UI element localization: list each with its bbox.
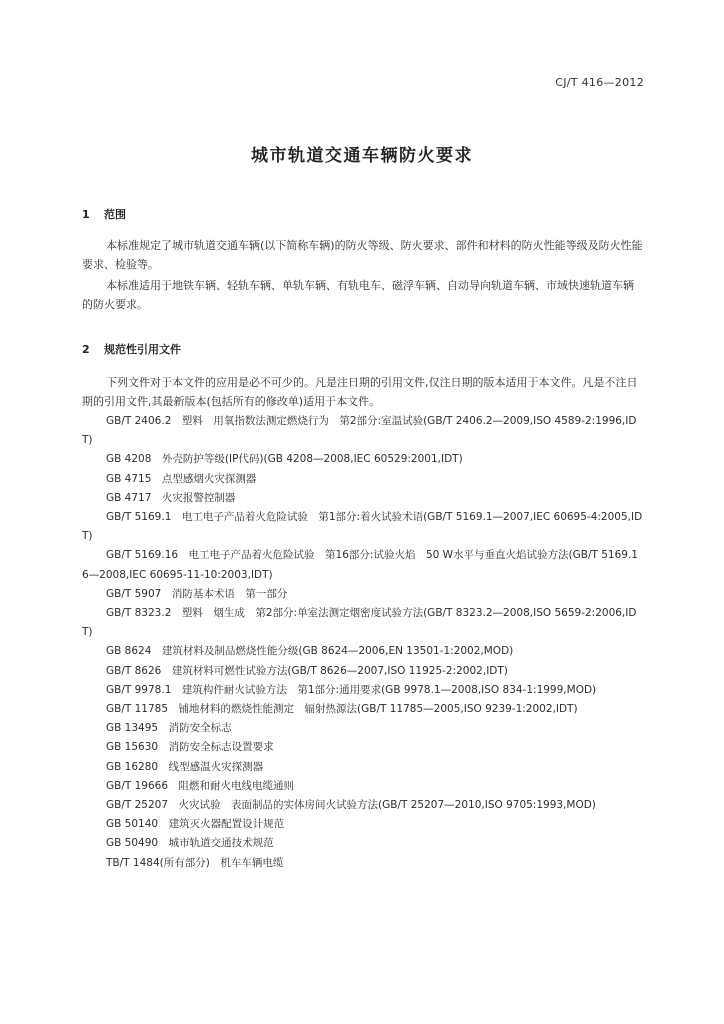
normative-references-intro: 下列文件对于本文件的应用是必不可少的。凡是注日期的引用文件,仅注日期的版本适用于本文件。凡是不注日期的引用文件,其最新版本(包括所有的修改单)适用于本文件。 — [82, 376, 638, 408]
reference-item: GB 4717 火灾报警控制器 — [106, 491, 236, 504]
section-1-title: 范围 — [104, 208, 126, 221]
section-2-number: 2 — [82, 343, 90, 356]
reference-item: GB 16280 线型感温火灾探测器 — [106, 760, 264, 773]
section-1-heading — [82, 206, 126, 222]
reference-item: GB/T 25207 火灾试验 表面制品的实体房间火试验方法(GB/T 25207—2010,ISO 9705:1993,MOD) — [106, 799, 596, 812]
scope-paragraph-1: 本标准规定了城市轨道交通车辆(以下简称车辆)的防火等级、防火要求、部件和材料的防火性能等级及防火性能要求、检验等。 — [82, 239, 643, 271]
reference-item: GB 4208 外壳防护等级(IP代码)(GB 4208—2008,IEC 60529:2001,IDT) — [106, 453, 463, 466]
reference-item: GB/T 9978.1 建筑构件耐火试验方法 第1部分:通用要求(GB 9978.1—2008,ISO 834-1:1999,MOD) — [106, 683, 597, 696]
section-1-number: 1 — [82, 208, 90, 221]
reference-item: GB 4715 点型感烟火灾探测器 — [106, 472, 257, 485]
reference-list — [82, 412, 644, 873]
reference-item: GB/T 5169.16 电工电子产品着火危险试验 第16部分:试验火焰 50 W水平与垂直火焰试验方法(GB/T 5169.16—2008,IEC 60695-11-10:2003,IDT) — [82, 549, 638, 581]
reference-item: GB/T 2406.2 塑料 用氧指数法测定燃烧行为 第2部分:室温试验(GB/T 2406.2—2009,ISO 4589-2:1996,IDT) — [82, 415, 637, 447]
standard-code: CJ/T 416—2012 — [555, 76, 644, 89]
scope-paragraph-2: 本标准适用于地铁车辆、轻轨车辆、单轨车辆、有轨电车、磁浮车辆、自动导向轨道车辆、市域快速轨道车辆的防火要求。 — [82, 279, 634, 311]
reference-item: GB 50140 建筑灭火器配置设计规范 — [106, 818, 285, 831]
reference-item: GB 13495 消防安全标志 — [106, 722, 232, 735]
reference-item: GB/T 8323.2 塑料 烟生成 第2部分:单室法测定烟密度试验方法(GB/T 8323.2—2008,ISO 5659-2:2006,IDT) — [82, 607, 637, 639]
reference-item: GB 15630 消防安全标志设置要求 — [106, 741, 274, 754]
reference-item: GB/T 5907 消防基本术语 第一部分 — [106, 587, 288, 600]
reference-item: GB 50490 城市轨道交通技术规范 — [106, 837, 274, 850]
reference-item: GB/T 5169.1 电工电子产品着火危险试验 第1部分:着火试验术语(GB/T 5169.1—2007,IEC 60695-4:2005,IDT) — [82, 511, 643, 543]
section-2-title: 规范性引用文件 — [104, 343, 181, 356]
reference-item: GB/T 11785 铺地材料的燃烧性能测定 辐射热源法(GB/T 11785—2005,ISO 9239-1:2002,IDT) — [106, 703, 578, 716]
document-title: 城市轨道交通车辆防火要求 — [251, 146, 473, 166]
reference-item: GB 8624 建筑材料及制品燃烧性能分级(GB 8624—2006,EN 13501-1:2002,MOD) — [106, 645, 514, 658]
reference-item: TB/T 1484(所有部分) 机车车辆电缆 — [106, 856, 284, 869]
reference-item: GB/T 8626 建筑材料可燃性试验方法(GB/T 8626—2007,ISO 11925-2:2002,IDT) — [106, 664, 508, 677]
section-2-heading — [82, 341, 181, 357]
reference-item: GB/T 19666 阻燃和耐火电线电缆通则 — [106, 779, 295, 792]
